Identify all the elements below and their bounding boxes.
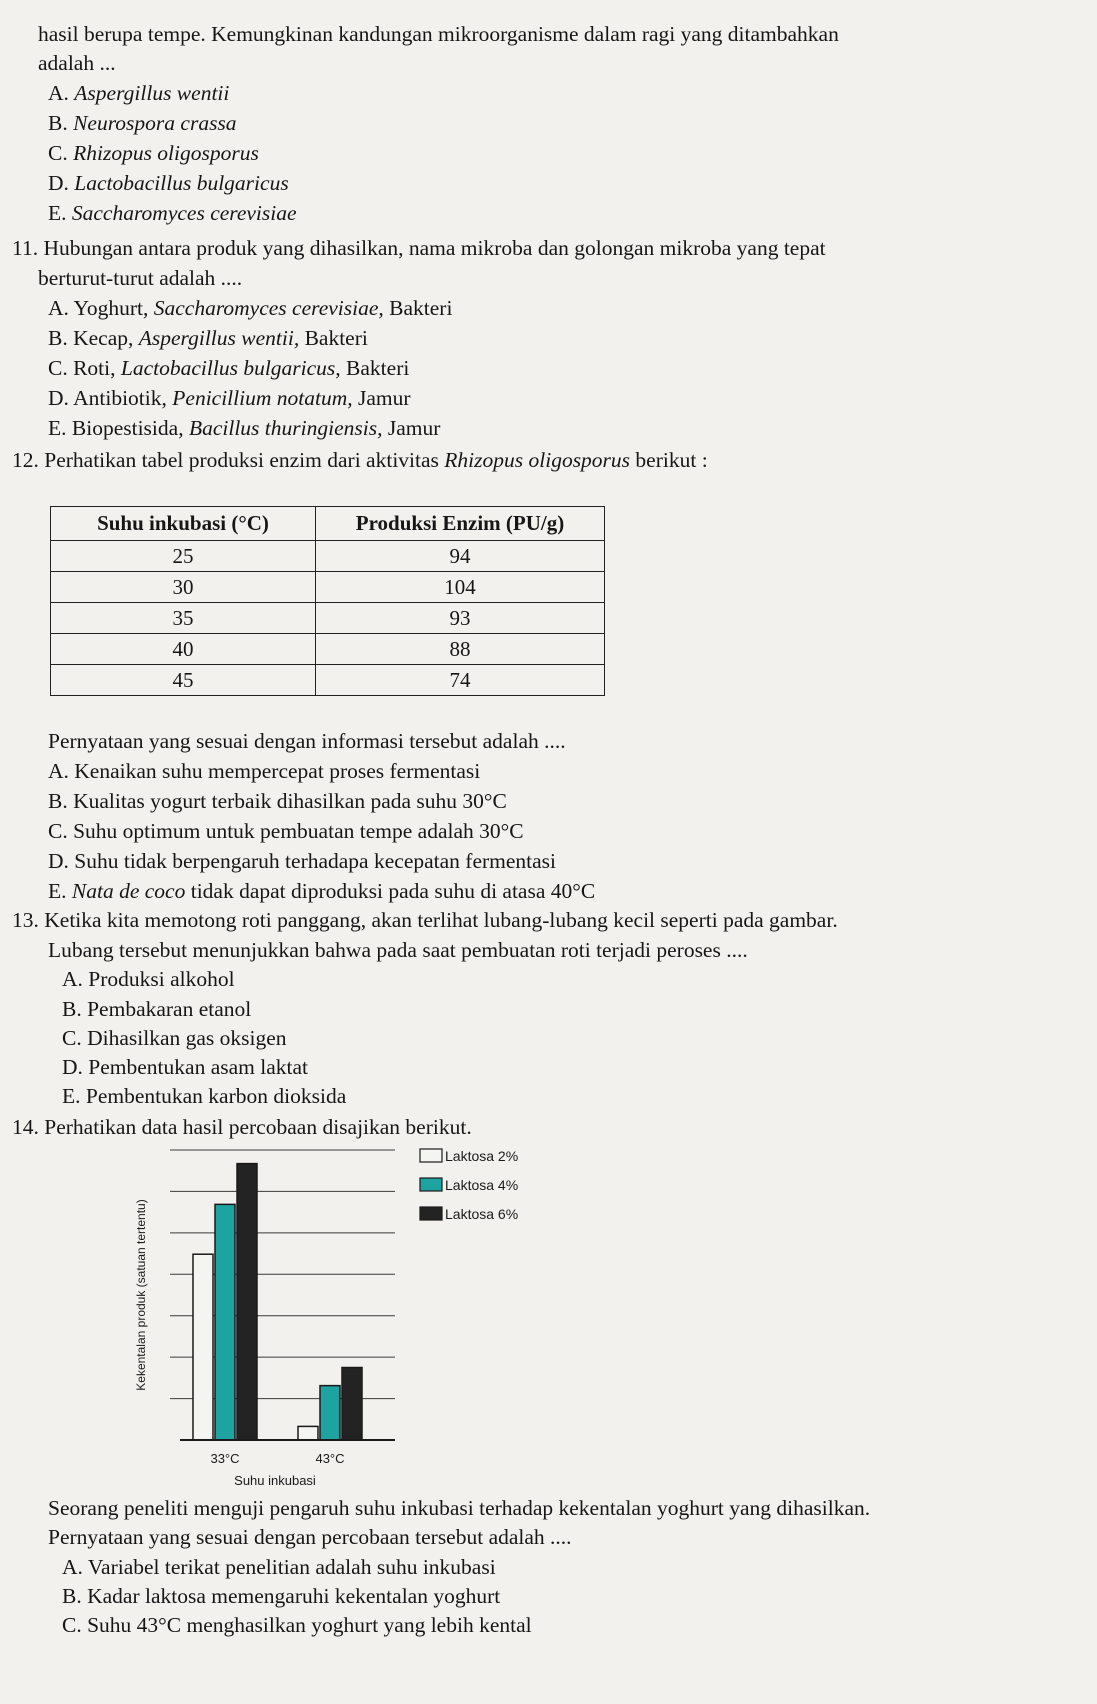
x-tick-label: 43°C [315, 1451, 345, 1466]
q13-stem-line1: 13. Ketika kita memotong roti panggang, akan terlihat lubang-lubang kecil seperti pada gambar. [12, 908, 838, 932]
legend-swatch [420, 1149, 442, 1162]
table-cell-enzyme: 74 [316, 665, 605, 696]
bar-laktosa-6- [342, 1368, 362, 1441]
bar-chart [125, 1145, 575, 1490]
q10-option-d[interactable]: D. Lactobacillus bulgaricus [48, 171, 289, 195]
table-row [51, 541, 605, 572]
table-cell-enzyme: 104 [316, 572, 605, 603]
q10-option-c[interactable]: C. Rhizopus oligosporus [48, 141, 259, 165]
q10-stem-line2: adalah ... [38, 51, 116, 75]
table-header-row [51, 507, 605, 541]
q12-option-b[interactable]: B. Kualitas yogurt terbaik dihasilkan pada suhu 30°C [48, 789, 507, 813]
q12-option-a[interactable]: A. Kenaikan suhu mempercepat proses fermentasi [48, 759, 481, 783]
table-cell-temperature: 25 [51, 541, 316, 572]
q11-stem-line1: 11. Hubungan antara produk yang dihasilkan, nama mikroba dan golongan mikroba yang tepat [12, 236, 826, 260]
q11-option-c[interactable]: C. Roti, Lactobacillus bulgaricus, Bakteri [48, 356, 410, 380]
legend-label: Laktosa 4% [445, 1177, 519, 1193]
q12-option-e[interactable]: E. Nata de coco tidak dapat diproduksi pada suhu di atasa 40°C [48, 879, 596, 903]
q13-option-d[interactable]: D. Pembentukan asam laktat [62, 1055, 308, 1079]
q14-stem: 14. Perhatikan data hasil percobaan disajikan berikut. [12, 1115, 472, 1139]
bar-laktosa-2- [298, 1426, 318, 1440]
q10-option-a[interactable]: A. Aspergillus wentii [48, 81, 230, 105]
table-cell-enzyme: 93 [316, 603, 605, 634]
bar-laktosa-4- [215, 1204, 235, 1440]
table-cell-enzyme: 94 [316, 541, 605, 572]
table-cell-temperature: 40 [51, 634, 316, 665]
q13-option-c[interactable]: C. Dihasilkan gas oksigen [62, 1026, 287, 1050]
q14-option-c[interactable]: C. Suhu 43°C menghasilkan yoghurt yang lebih kental [62, 1613, 532, 1637]
legend-label: Laktosa 2% [445, 1148, 519, 1164]
q13-option-e[interactable]: E. Pembentukan karbon dioksida [62, 1084, 347, 1108]
legend-label: Laktosa 6% [445, 1206, 519, 1222]
table-header-enzyme: Produksi Enzim (PU/g) [316, 507, 605, 541]
table-header-temperature: Suhu inkubasi (°C) [51, 507, 316, 541]
q12-option-d[interactable]: D. Suhu tidak berpengaruh terhadapa kecepatan fermentasi [48, 849, 557, 873]
x-tick-label: 33°C [210, 1451, 240, 1466]
q13-option-b[interactable]: B. Pembakaran etanol [62, 997, 252, 1021]
enzyme-production-table [50, 506, 605, 696]
table-cell-enzyme: 88 [316, 634, 605, 665]
q10-option-b[interactable]: B. Neurospora crassa [48, 111, 237, 135]
table-row [51, 603, 605, 634]
q12-stem: 12. Perhatikan tabel produksi enzim dari aktivitas Rhizopus oligosporus berikut : [12, 448, 708, 472]
table-cell-temperature: 30 [51, 572, 316, 603]
legend [420, 1148, 518, 1222]
q14-paragraph: Seorang peneliti menguji pengaruh suhu inkubasi terhadap kekentalan yoghurt yang dihasilkan. [48, 1496, 871, 1520]
q11-stem-line2: berturut-turut adalah .... [38, 266, 243, 290]
lactose-viscosity-chart [125, 1145, 575, 1490]
q11-option-d[interactable]: D. Antibiotik, Penicillium notatum, Jamur [48, 386, 411, 410]
table-row [51, 665, 605, 696]
table-row [51, 572, 605, 603]
q11-option-b[interactable]: B. Kecap, Aspergillus wentii, Bakteri [48, 326, 368, 350]
q13-option-a[interactable]: A. Produksi alkohol [62, 967, 235, 991]
bar-laktosa-2- [193, 1254, 213, 1440]
q10-stem-line1: hasil berupa tempe. Kemungkinan kandungan mikroorganisme dalam ragi yang ditambahkan [38, 22, 839, 46]
bar-laktosa-6- [237, 1164, 257, 1440]
y-axis-label: Kekentalan produk (satuan tertentu) [134, 1199, 148, 1391]
q13-stem-line2: Lubang tersebut menunjukkan bahwa pada saat pembuatan roti terjadi peroses .... [48, 938, 748, 962]
legend-swatch [420, 1178, 442, 1191]
table-cell-temperature: 35 [51, 603, 316, 634]
q10-option-e[interactable]: E. Saccharomyces cerevisiae [48, 201, 297, 225]
legend-swatch [420, 1207, 442, 1220]
table-cell-temperature: 45 [51, 665, 316, 696]
q12-option-c[interactable]: C. Suhu optimum untuk pembuatan tempe adalah 30°C [48, 819, 524, 843]
q14-option-a[interactable]: A. Variabel terikat penelitian adalah suhu inkubasi [62, 1555, 496, 1579]
q14-option-b[interactable]: B. Kadar laktosa memengaruhi kekentalan yoghurt [62, 1584, 501, 1608]
q14-question: Pernyataan yang sesuai dengan percobaan tersebut adalah .... [48, 1525, 572, 1549]
bar-laktosa-4- [320, 1386, 340, 1440]
x-axis-label: Suhu inkubasi [234, 1473, 316, 1488]
q11-option-a[interactable]: A. Yoghurt, Saccharomyces cerevisiae, Bakteri [48, 296, 453, 320]
q11-option-e[interactable]: E. Biopestisida, Bacillus thuringiensis, Jamur [48, 416, 441, 440]
q12-question: Pernyataan yang sesuai dengan informasi tersebut adalah .... [48, 729, 566, 753]
table-row [51, 634, 605, 665]
